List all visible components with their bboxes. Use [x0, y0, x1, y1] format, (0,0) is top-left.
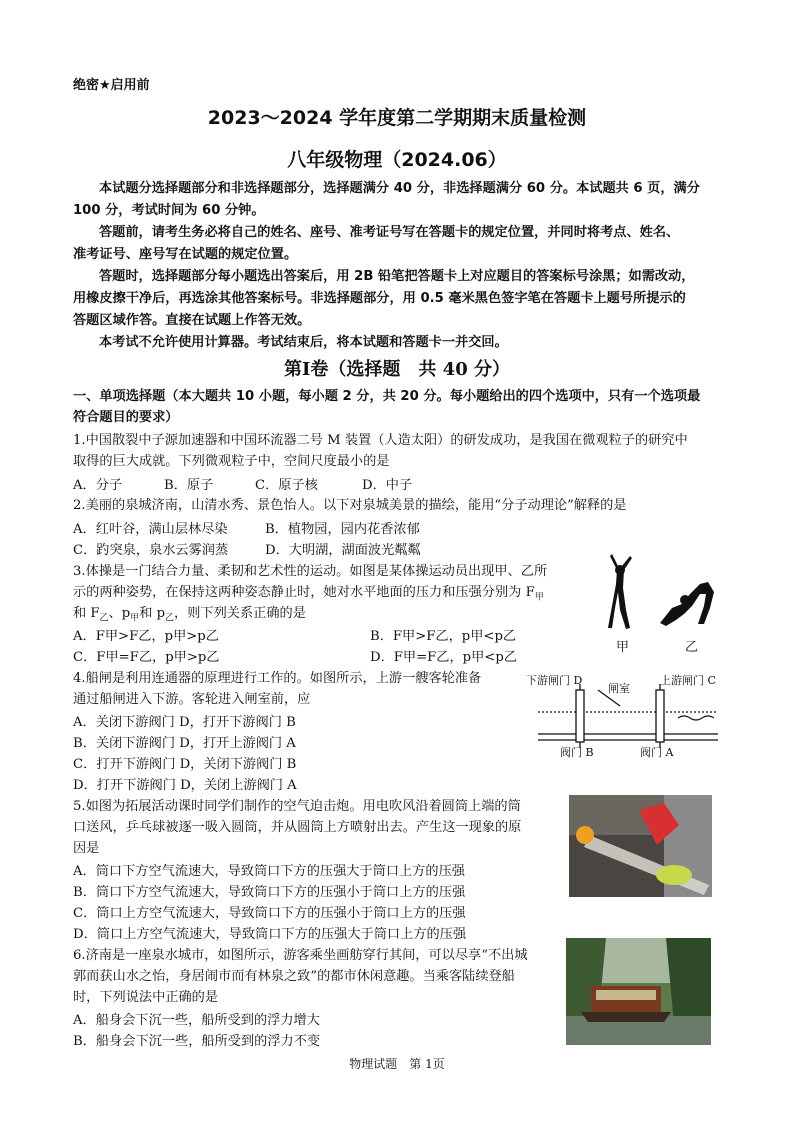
q5-option-a: A．筒口下方空气流速大，导致筒口下方的压强大于筒口上方的压强: [73, 864, 465, 879]
q2-option-a: A．红叶谷，满山层林尽染: [73, 522, 228, 537]
q6-stem: 6.济南是一座泉水城市，如图所示，游客乘坐画舫穿行其间，可以尽享“不出城: [73, 948, 528, 963]
q3-option-c: C．F甲=F乙，p甲>p乙: [73, 650, 220, 665]
q3-sub-yi: 乙: [99, 613, 109, 624]
q3-option-b: B．F甲>F乙，p甲<p乙: [370, 629, 517, 644]
q4-option-a: A．关闭下游阀门 D，打开下游阀门 B: [73, 715, 296, 730]
q4-option-d: D．打开下游阀门 D，关闭上游阀门 A: [73, 778, 297, 793]
q5-stem-cont: 口送风，乒乓球被逐一吸入圆筒，并从圆筒上方喷射出去。产生这一现象的原: [73, 820, 522, 835]
q5-stem: 5.如图为拓展活动课时同学们制作的空气迫击炮。用电吹风沿着圆筒上端的筒: [73, 799, 521, 814]
q2-option-c: C．趵突泉，泉水云雾润蒸: [73, 543, 229, 558]
q2-option-b: B．植物园，园内花香浓郁: [265, 522, 420, 537]
q6-stem-cont: 郭而获山水之怡，身居闹市而有林泉之致”的都市休闲意趣。当乘客陆续登船: [73, 969, 515, 984]
label-chamber: 闸室: [608, 682, 630, 695]
q1-stem-cont: 取得的巨大成就。下列微观粒子中，空间尺度最小的是: [73, 454, 390, 469]
label-valve-b: 阀门 B: [560, 746, 594, 759]
q1-option-c: C．原子核: [255, 478, 318, 493]
q1-option-b: B．原子: [164, 478, 214, 493]
gymnast-figure: [590, 548, 730, 638]
painted-boat-photo: [566, 938, 711, 1045]
q4-stem: 4.船闸是利用连通器的原理进行工作的。如图所示，上游一艘客轮准备: [73, 671, 482, 686]
q3-sub-jia: 甲: [534, 592, 544, 603]
page-footer: 物理试题 第 1页: [349, 1057, 445, 1071]
q3-sub-yi: 乙: [165, 613, 175, 624]
q3-stem: 3.体操是一门结合力量、柔韧和艺术性的运动。如图是某体操运动员出现甲、乙所: [73, 564, 548, 579]
q1-option-d: D．中子: [362, 478, 413, 493]
part1-heading-cont: 符合题目的要求）: [73, 410, 179, 425]
label-valve-a: 阀门 A: [640, 746, 674, 759]
confidential-mark: 绝密★启用前: [73, 78, 150, 93]
label-up-gate: 上游闸门 C: [660, 674, 716, 687]
q3-stem-text: 和 p: [139, 606, 166, 621]
q6-stem-cont2: 时，下列说法中正确的是: [73, 990, 219, 1005]
q3-option-a: A．F甲>F乙，p甲>p乙: [73, 629, 219, 644]
instruction-line: 本试题分选择题部分和非选择题部分，选择题满分 40 分，非选择题满分 60 分。本试题共 6 页，满分: [99, 181, 700, 196]
q3-stem-text: 、p: [108, 606, 131, 621]
instruction-line: 准考证号、座号写在试题的规定位置。: [73, 247, 298, 262]
q5-option-d: D．筒口上方空气流速大，导致筒口下方的压强大于筒口上方的压强: [73, 927, 467, 942]
q4-option-c: C．打开下游阀门 D，关闭下游阀门 B: [73, 757, 297, 772]
q3-option-d: D．F甲=F乙，p甲<p乙: [370, 650, 517, 665]
q2-stem: 2.美丽的泉城济南，山清水秀、景色怡人。以下对泉城美景的描绘，能用“分子动理论”解释的是: [73, 498, 627, 513]
section-title: 第Ⅰ卷（选择题 共 40 分）: [283, 359, 510, 380]
air-mortar-photo: [569, 795, 712, 897]
q6-option-a: A．船身会下沉一些，船所受到的浮力增大: [73, 1013, 320, 1028]
exam-subtitle: 八年级物理（2024.06）: [287, 149, 507, 171]
exam-title: 2023～2024 学年度第二学期期末质量检测: [207, 107, 587, 129]
label-down-gate: 下游闸门 D: [526, 674, 583, 687]
q3-stem-text: ，则下列关系正确的是: [174, 606, 306, 621]
part1-heading: 一、单项选择题（本大题共 10 小题，每小题 2 分，共 20 分。每小题给出的四个选项中，只有一个选项最: [73, 389, 701, 404]
q3-stem-text: 和 F: [73, 606, 100, 621]
q5-stem-cont2: 因是: [73, 841, 100, 856]
gymnast-jia-silhouette: [608, 554, 632, 629]
gymnast-yi-silhouette: [660, 582, 714, 626]
figure-label-jia: 甲: [616, 640, 630, 655]
q2-option-d: D．大明湖，湖面波光粼粼: [265, 543, 421, 558]
instruction-line: 本考试不允许使用计算器。考试结束后，将本试题和答题卡一并交回。: [99, 335, 508, 350]
q3-sub-jia: 甲: [130, 613, 140, 624]
q5-option-b: B．筒口下方空气流速大，导致筒口下方的压强小于筒口上方的压强: [73, 885, 466, 900]
instruction-line: 100 分，考试时间为 60 分钟。: [73, 203, 265, 218]
q1-option-a: A．分子: [73, 478, 123, 493]
q6-option-b: B．船身会下沉一些，船所受到的浮力不变: [73, 1034, 321, 1049]
instruction-line: 答题区域作答。直接在试题上作答无效。: [73, 313, 311, 328]
instruction-line: 答题时，选择题部分每小题选出答案后，用 2B 铅笔把答题卡上对应题目的答案标号涂黑；如需改动，: [99, 269, 695, 284]
q4-stem-cont: 通过船闸进入下游。客轮进入闸室前，应: [73, 692, 311, 707]
q3-stem-text: 示的两种姿势，在保持这两种姿态静止时，她对水平地面的压力和压强分别为 F: [73, 585, 535, 600]
instruction-line: 答题前，请考生务必将自己的姓名、座号、准考证号写在答题卡的规定位置，并同时将考点、姓名、: [99, 225, 680, 240]
q1-stem: 1.中国散裂中子源加速器和中国环流器二号 M 装置（人造太阳）的研发成功，是我国在微观粒子的研究中: [73, 433, 688, 448]
instruction-line: 用橡皮擦干净后，再选涂其他答案标号。非选择题部分，用 0.5 毫米黑色签字笔在答题卡上题号所提示的: [73, 291, 686, 306]
figure-label-yi: 乙: [685, 640, 699, 655]
instructions: [73, 178, 733, 354]
q4-option-b: B．关闭下游阀门 D，打开上游阀门 A: [73, 736, 296, 751]
q5-option-c: C．筒口上方空气流速大，导致筒口下方的压强小于筒口上方的压强: [73, 906, 466, 921]
